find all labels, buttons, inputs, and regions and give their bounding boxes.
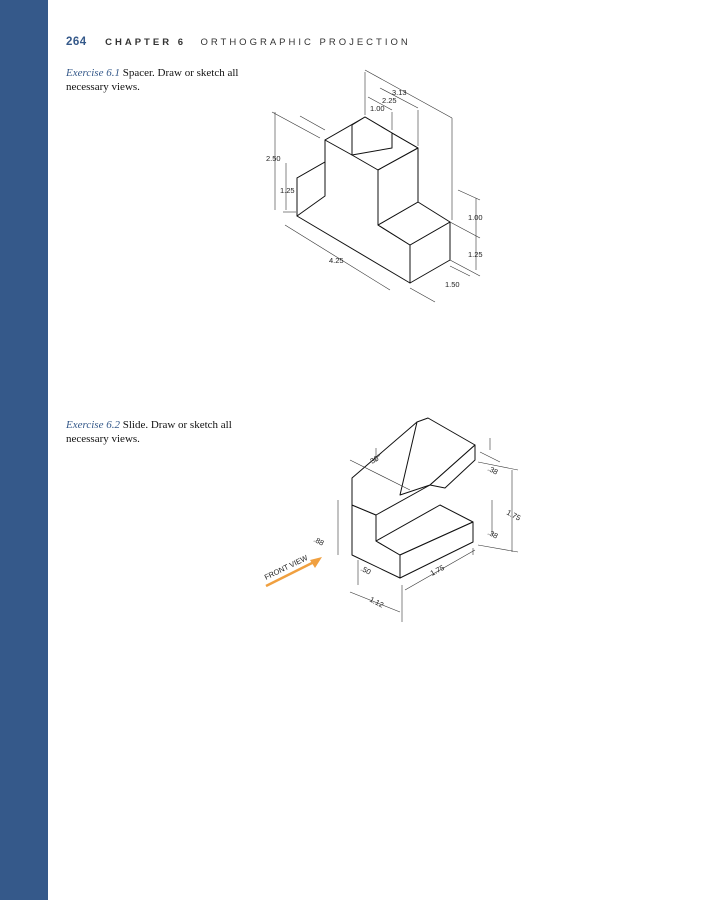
dim-88: .88 xyxy=(312,534,326,548)
dim-1-12: 1.12 xyxy=(368,594,386,610)
spacer-step-side-1 xyxy=(352,117,392,155)
dim-1-75-base: 1.75 xyxy=(428,562,446,578)
exercise-text: Slide. Draw or sketch all necessary views. xyxy=(66,419,232,445)
dim-2-50: 2.50 xyxy=(266,154,281,163)
dim-1-25-left: 1.25 xyxy=(280,186,295,195)
dim-1-50: 1.50 xyxy=(445,280,460,289)
exercise-text: Spacer. Draw or sketch all necessary views. xyxy=(66,67,239,93)
dim-4-25: 4.25 xyxy=(329,256,344,265)
dim-1-00-right: 1.00 xyxy=(468,213,483,222)
dim-2-25: 2.25 xyxy=(382,96,397,105)
dim-30-degree: 30° xyxy=(368,452,383,466)
chapter-title: ORTHOGRAPHIC PROJECTION xyxy=(200,37,411,48)
dim-38-bottom: .38 xyxy=(486,527,500,541)
dim-1-00-top: 1.00 xyxy=(370,104,385,113)
page-number: 264 xyxy=(66,36,87,48)
dim-38-top: .38 xyxy=(486,463,500,477)
dim-3-13: 3.13 xyxy=(392,88,407,97)
chapter-label: CHAPTER 6 xyxy=(105,37,186,48)
dim-1-25-right: 1.25 xyxy=(468,250,483,259)
dim-50: .50 xyxy=(359,563,373,577)
front-view-label: FRONT VIEW xyxy=(262,553,310,582)
dim-1-75-vertical: 1.75 xyxy=(505,507,523,523)
exercise-label: Exercise 6.2 xyxy=(66,419,120,431)
exercise-label: Exercise 6.1 xyxy=(66,67,120,79)
